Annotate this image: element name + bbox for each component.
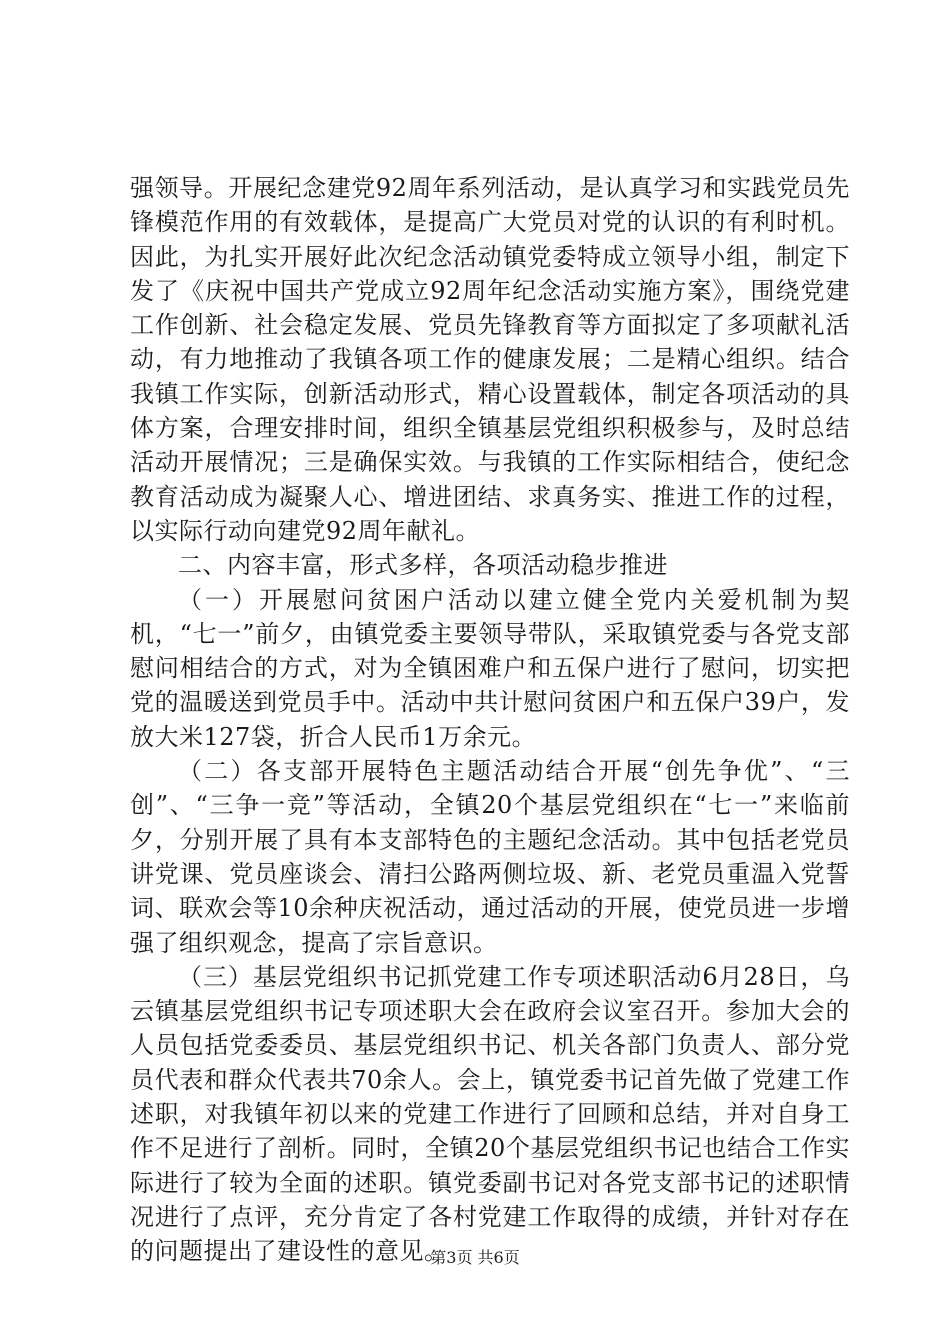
section-heading-2: 二、内容丰富，形式多样，各项活动稳步推进 bbox=[178, 551, 668, 580]
document-body bbox=[130, 171, 850, 1269]
paragraph-subsection-3: （三）基层党组织书记抓党建工作专项述职活动6月28日，乌云镇基层党组织书记专项述职大会在政府会议室召开。参加大会的人员包括党委委员、基层党组织书记、机关各部门负责人、部分党员代表和群众代表共70余人。会上，镇党委书记首先做了党建工作述职，对我镇年初以来的党建工作进行了回顾和总结，并对自身工作不足进行了剖析。同时，全镇20个基层党组织书记也结合工作实际进行了较为全面的述职。镇党委副书记对各党支部书记的述职情况进行了点评，充分肯定了各村党建工作取得的成绩，并针对存在的问题提出了建设性的意见。 bbox=[130, 962, 850, 1266]
page-number-footer: 第3页 共6页 bbox=[430, 1248, 520, 1267]
paragraph-subsection-2: （二）各支部开展特色主题活动结合开展“创先争优”、“三创”、“三争一竞”等活动，全镇20个基层党组织在“七一”来临前夕，分别开展了具有本支部特色的主题纪念活动。其中包括老党员讲党课、党员座谈会、清扫公路两侧垃圾、新、老党员重温入党誓词、联欢会等10余种庆祝活动，通过活动的开展，使党员进一步增强了组织观念，提高了宗旨意识。 bbox=[130, 757, 850, 957]
paragraph-subsection-1: （一）开展慰问贫困户活动以建立健全党内关爱机制为契机，“七一”前夕，由镇党委主要领导带队，采取镇党委与各党支部慰问相结合的方式，对为全镇困难户和五保户进行了慰问，切实把党的温暖送到党员手中。活动中共计慰问贫困户和五保户39户，发放大米127袋，折合人民币1万余元。 bbox=[130, 585, 850, 751]
paragraph-continuation: 强领导。开展纪念建党92周年系列活动，是认真学习和实践党员先锋模范作用的有效载体，是提高广大党员对党的认识的有利时机。因此，为扎实开展好此次纪念活动镇党委特成立领导小组，制定下发了《庆祝中国共产党成立92周年纪念活动实施方案》，围绕党建工作创新、社会稳定发展、党员先锋教育等方面拟定了多项献礼活动，有力地推动了我镇各项工作的健康发展；二是精心组织。结合我镇工作实际，创新活动形式，精心设置载体，制定各项活动的具体方案，合理安排时间，组织全镇基层党组织积极参与，及时总结活动开展情况；三是确保实效。与我镇的工作实际相结合，使纪念教育活动成为凝聚人心、增进团结、求真务实、推进工作的过程，以实际行动向建党92周年献礼。 bbox=[130, 174, 850, 545]
